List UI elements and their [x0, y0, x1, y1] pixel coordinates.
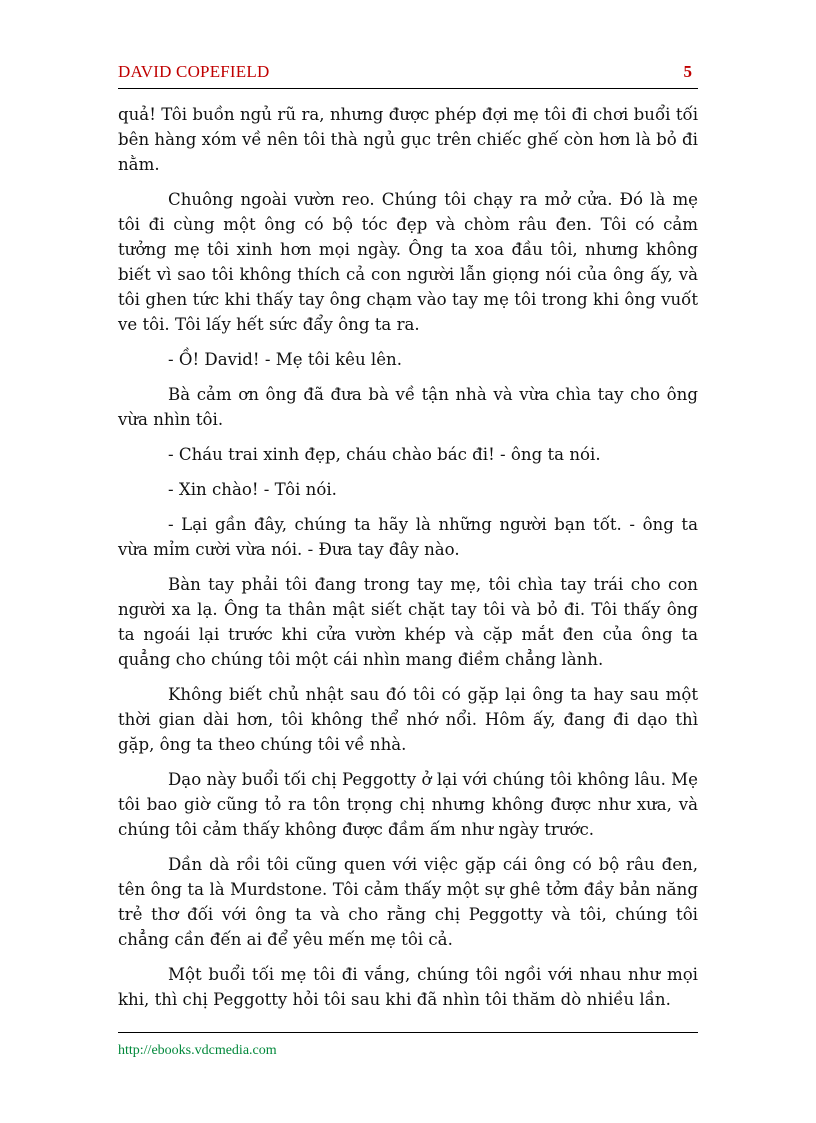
paragraph: - Ồ! David! - Mẹ tôi kêu lên.	[168, 350, 403, 369]
paragraph: - Lại gần đây, chúng ta hãy là những người bạn tốt. - ông ta vừa mỉm cười vừa nói. - Đưa tay đây nào.	[118, 515, 698, 559]
paragraph: Bàn tay phải tôi đang trong tay mẹ, tôi chìa tay trái cho con người xa lạ. Ông ta thân mật siết chặt tay tôi và bỏ đi. Tôi thấy ông ta ngoái lại trước khi cửa vườn khép và cặp mắt đen của ông ta quẳng cho chúng tôi một cái nhìn mang điềm chẳng lành.	[118, 575, 698, 669]
paragraph: Một buổi tối mẹ tôi đi vắng, chúng tôi ngồi với nhau như mọi khi, thì chị Peggotty hỏi tôi sau khi đã nhìn tôi thăm dò nhiều lần.	[118, 965, 698, 1009]
paragraph: Bà cảm ơn ông đã đưa bà về tận nhà và vừa chìa tay cho ông vừa nhìn tôi.	[118, 385, 698, 429]
page-footer	[118, 1032, 698, 1059]
paragraph: Không biết chủ nhật sau đó tôi có gặp lại ông ta hay sau một thời gian dài hơn, tôi không thể nhớ nổi. Hôm ấy, đang đi dạo thì gặp, ông ta theo chúng tôi về nhà.	[118, 685, 698, 754]
paragraph: - Xin chào! - Tôi nói.	[168, 480, 337, 499]
book-title: DAVID COPEFIELD	[118, 62, 270, 81]
paragraph: Chuông ngoài vườn reo. Chúng tôi chạy ra mở cửa. Đó là mẹ tôi đi cùng một ông có bộ tóc đẹp và chòm râu đen. Tôi có cảm tưởng mẹ tôi xinh hơn mọi ngày. Ông ta xoa đầu tôi, nhưng không biết vì sao tôi không thích cả con người lẫn giọng nói của ông ấy, và tôi ghen tức khi thấy tay ông chạm vào tay mẹ tôi trong khi ông vuốt ve tôi. Tôi lấy hết sức đẩy ông ta ra.	[118, 190, 698, 334]
paragraph: quả! Tôi buồn ngủ rũ ra, nhưng được phép đợi mẹ tôi đi chơi buổi tối bên hàng xóm về nên tôi thà ngủ gục trên chiếc ghế còn hơn là bỏ đi nằm.	[118, 105, 698, 174]
paragraph: - Cháu trai xinh đẹp, cháu chào bác đi! - ông ta nói.	[168, 445, 601, 464]
page-number: 5	[683, 62, 692, 81]
paragraph: Dần dà rồi tôi cũng quen với việc gặp cái ông có bộ râu đen, tên ông ta là Murdstone. Tôi cảm thấy một sự ghê tởm đầy bản năng trẻ thơ đối với ông ta và cho rằng chị Peggotty và tôi, chúng tôi chẳng cần đến ai để yêu mến mẹ tôi cả.	[118, 855, 698, 949]
page-body	[118, 102, 698, 1022]
paragraph: Dạo này buổi tối chị Peggotty ở lại với chúng tôi không lâu. Mẹ tôi bao giờ cũng tỏ ra tôn trọng chị nhưng không được như xưa, và chúng tôi cảm thấy không được đầm ấm như ngày trước.	[118, 770, 698, 839]
page-header	[118, 62, 698, 89]
footer-link[interactable]: http://ebooks.vdcmedia.com	[118, 1043, 277, 1058]
